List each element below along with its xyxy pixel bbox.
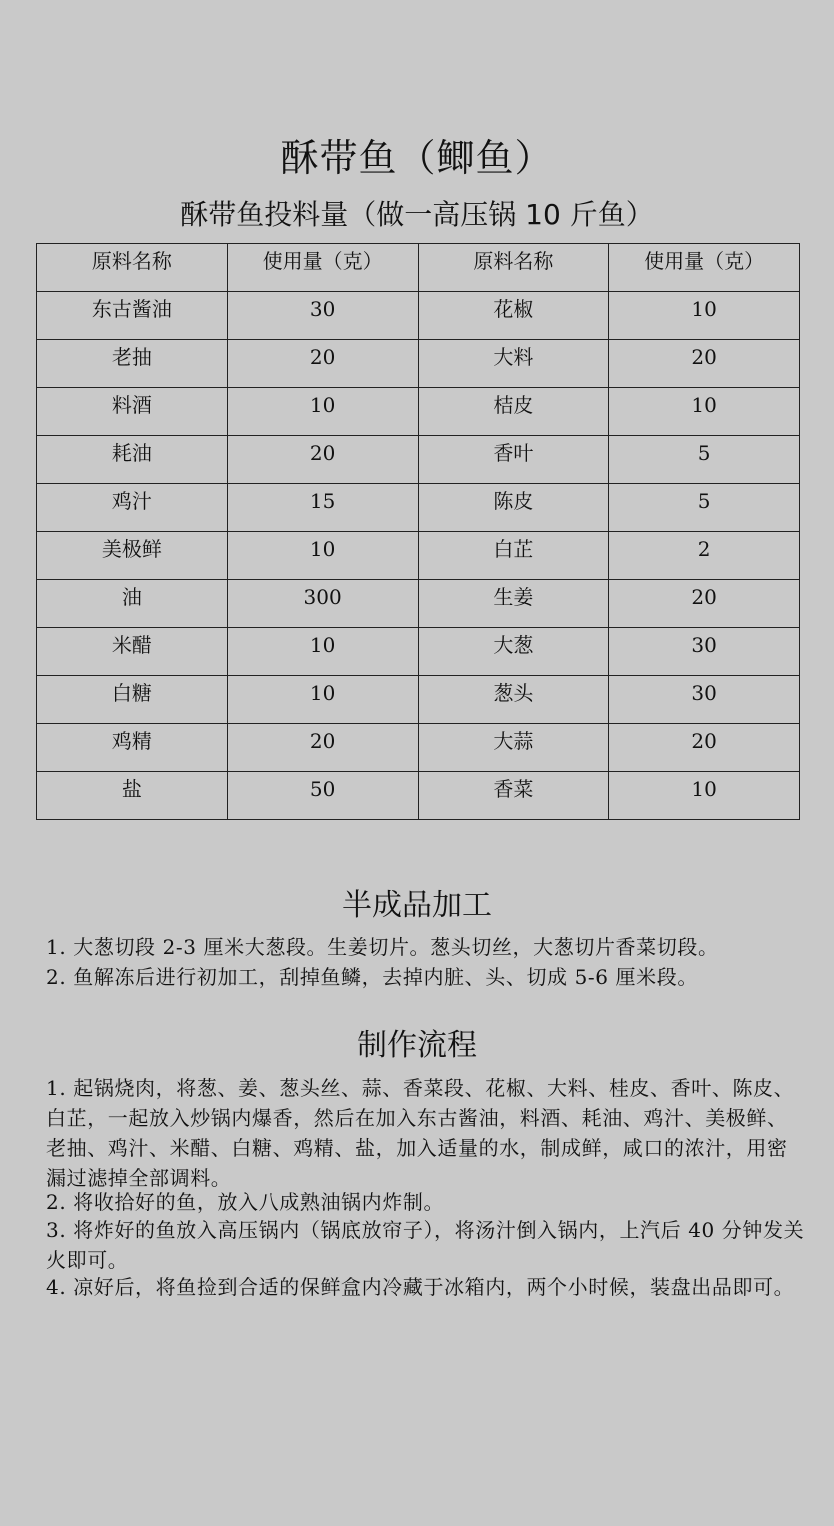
preparation-step: 2. 鱼解冻后进行初加工，刮掉鱼鳞，去掉内脏、头、切成 5-6 厘米段。 [46, 965, 698, 989]
column-header: 使用量（克） [227, 244, 418, 292]
section-heading-process: 制作流程 [357, 1028, 477, 1063]
ingredient-name: 老抽 [37, 340, 228, 388]
ingredient-name: 大料 [418, 340, 609, 388]
ingredient-amount: 10 [609, 772, 800, 820]
recipe-subtitle: 酥带鱼投料量（做一高压锅 10 斤鱼） [180, 198, 654, 231]
ingredient-name: 桔皮 [418, 388, 609, 436]
table-row [37, 436, 800, 484]
process-step: 1. 起锅烧肉，将葱、姜、葱头丝、蒜、香菜段、花椒、大料、桂皮、香叶、陈皮、白芷，一起放入炒锅内爆香，然后在加入东古酱油，料酒、耗油、鸡汁、美极鲜、老抽、鸡汁、米醋、白糖、鸡精、盐，加入适量的水，制成鲜，咸口的浓汁，用密漏过滤掉全部调料。 [46, 1076, 795, 1190]
ingredients-table [36, 243, 800, 820]
ingredient-name: 香叶 [418, 436, 609, 484]
table-row [37, 772, 800, 820]
table-row [37, 532, 800, 580]
ingredient-name: 白糖 [37, 676, 228, 724]
ingredient-amount: 30 [609, 628, 800, 676]
ingredient-amount: 10 [609, 292, 800, 340]
section-heading-preparation: 半成品加工 [342, 888, 492, 923]
table-row [37, 292, 800, 340]
ingredient-name: 米醋 [37, 628, 228, 676]
table-row [37, 580, 800, 628]
column-header: 使用量（克） [609, 244, 800, 292]
ingredient-name: 大葱 [418, 628, 609, 676]
ingredient-amount: 50 [227, 772, 418, 820]
ingredient-amount: 20 [227, 340, 418, 388]
table-row [37, 484, 800, 532]
process-step: 2. 将收拾好的鱼，放入八成熟油锅内炸制。 [46, 1190, 445, 1214]
ingredient-amount: 300 [227, 580, 418, 628]
ingredient-name: 耗油 [37, 436, 228, 484]
ingredient-name: 生姜 [418, 580, 609, 628]
ingredient-amount: 10 [609, 388, 800, 436]
column-header: 原料名称 [37, 244, 228, 292]
ingredient-amount: 20 [609, 580, 800, 628]
table-row [37, 676, 800, 724]
ingredient-amount: 5 [609, 436, 800, 484]
ingredient-name: 鸡汁 [37, 484, 228, 532]
ingredient-name: 白芷 [418, 532, 609, 580]
ingredient-name: 美极鲜 [37, 532, 228, 580]
ingredient-name: 料酒 [37, 388, 228, 436]
ingredient-name: 鸡精 [37, 724, 228, 772]
ingredient-amount: 10 [227, 628, 418, 676]
ingredient-name: 油 [37, 580, 228, 628]
process-step: 3. 将炸好的鱼放入高压锅内（锅底放帘子），将汤汁倒入锅内，上汽后 40 分钟发关火即可。 [46, 1218, 805, 1272]
page-title: 酥带鱼（鲫鱼） [280, 136, 554, 180]
ingredient-name: 陈皮 [418, 484, 609, 532]
ingredient-name: 大蒜 [418, 724, 609, 772]
ingredient-name: 盐 [37, 772, 228, 820]
preparation-step: 1. 大葱切段 2-3 厘米大葱段。生姜切片。葱头切丝，大葱切片香菜切段。 [46, 935, 719, 959]
process-step: 4. 凉好后，将鱼捡到合适的保鲜盒内冷藏于冰箱内，两个小时候，装盘出品即可。 [46, 1275, 795, 1299]
table-row [37, 340, 800, 388]
ingredient-amount: 30 [609, 676, 800, 724]
ingredient-amount: 20 [227, 436, 418, 484]
ingredient-amount: 15 [227, 484, 418, 532]
table-header-row [37, 244, 800, 292]
table-row [37, 628, 800, 676]
ingredient-name: 葱头 [418, 676, 609, 724]
ingredient-amount: 10 [227, 532, 418, 580]
ingredient-name: 花椒 [418, 292, 609, 340]
table-row [37, 724, 800, 772]
ingredient-amount: 20 [227, 724, 418, 772]
ingredient-amount: 30 [227, 292, 418, 340]
ingredient-amount: 10 [227, 388, 418, 436]
ingredient-amount: 20 [609, 340, 800, 388]
ingredient-amount: 2 [609, 532, 800, 580]
column-header: 原料名称 [418, 244, 609, 292]
ingredient-name: 香菜 [418, 772, 609, 820]
ingredient-amount: 10 [227, 676, 418, 724]
table-row [37, 388, 800, 436]
ingredient-amount: 20 [609, 724, 800, 772]
ingredient-name: 东古酱油 [37, 292, 228, 340]
ingredient-amount: 5 [609, 484, 800, 532]
